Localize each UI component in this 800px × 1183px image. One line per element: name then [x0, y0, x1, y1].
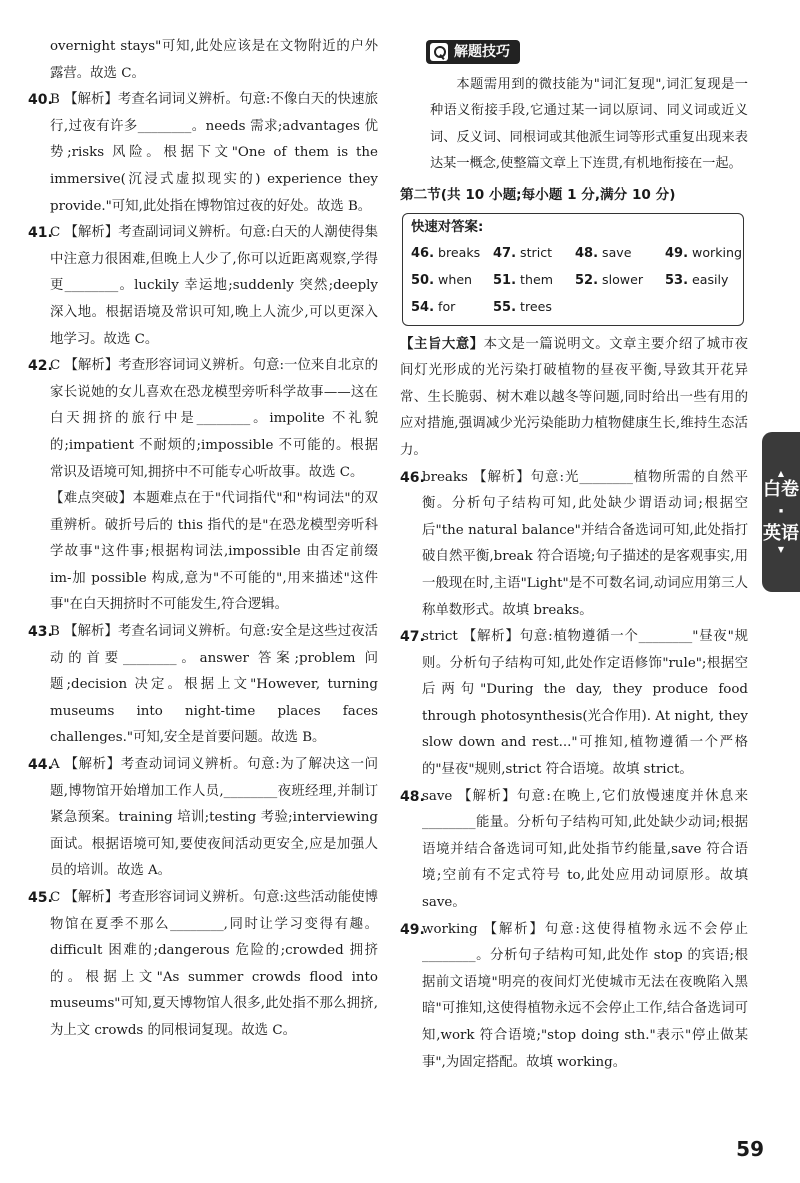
main-idea-label: 【主旨大意】 [400, 336, 484, 352]
tips-text: 本题需用到的微技能为"词汇复现",词汇复现是一种语义衔接手段,它通过某一词以原词、同义词或近义词、反义词、同根词或其他派生词等形式重复出现来表达某一概念,使整篇文章上下连贯,有机地衔接在一起。 [430, 76, 748, 172]
item-text: working 【解析】句意:这使得植物永远不会停止________。分析句子结构可知,此处作 stop 的宾语;根据前文语境"明亮的夜间灯光使城市无法在夜晚陷入黑暗"可推知,这使得植物永远不会停止工作,结合备选词可知,work 符合语境;"stop doing sth."表示"停止做某事",为固定搭配。故填 working。 [422, 921, 748, 1070]
answer-item [28, 752, 378, 885]
answer-item [28, 353, 378, 486]
answer-item [28, 220, 378, 353]
quick-answer [493, 294, 575, 321]
item-number: 41. [28, 225, 53, 242]
left-column [28, 34, 378, 1045]
quick-answer [493, 267, 575, 294]
quick-answer-word: save [602, 244, 632, 260]
quick-answer-word: breaks [438, 244, 481, 260]
answer-item [400, 465, 748, 625]
down-arrow-icon: ▼ [777, 545, 785, 554]
side-tab [762, 432, 800, 592]
quick-answer [411, 294, 493, 321]
side-tab-line1: 白卷 [763, 479, 799, 500]
quick-answer-number: 47. [493, 245, 517, 261]
answer-item [28, 619, 378, 752]
item-number: 42. [28, 358, 53, 375]
quick-answer-word: them [520, 271, 553, 287]
quick-answer [665, 240, 755, 267]
item-number: 43. [28, 624, 53, 641]
answer-item [400, 917, 748, 1077]
quick-answer-number: 46. [411, 245, 435, 261]
up-arrow-icon: ▲ [777, 469, 785, 478]
item-text: C 【解析】考查形容词词义辨析。句意:这些活动能使博物馆在夏季不那么________,同时让学习变得有趣。difficult 困难的;dangerous 危险的;crowded 拥挤的。根据上文"As summer crowds flood into museums"可知,夏天博物馆人很多,此处指不那么拥挤,为上文 crowds 的同根词复现。故选 C。 [50, 890, 378, 1038]
quick-answer [665, 267, 755, 294]
main-idea [400, 332, 748, 465]
quick-answer [575, 267, 665, 294]
quick-answer-word: for [438, 298, 456, 314]
quick-answer-word: trees [520, 298, 552, 314]
page-number: 59 [736, 1137, 764, 1161]
item-text: B 【解析】考查名词词义辨析。句意:安全是这些过夜活动的首要________。answer 答案;problem 问题;decision 决定。根据上文"However, turning museums into night-time places faces challenges."可知,安全是首要问题。故选 B。 [50, 624, 378, 746]
side-tab-line3: 英语 [763, 523, 799, 544]
item-text: A 【解析】考查动词词义辨析。句意:为了解决这一问题,博物馆开始增加工作人员,________夜班经理,并制订紧急预案。training 培训;testing 考验;interviewing 面试。根据语境可知,要使夜间活动更安全,应是加强人员的培训。故选 A。 [50, 757, 378, 879]
item-number: 45. [28, 890, 53, 906]
answer-item [400, 624, 748, 784]
item-number: 40. [28, 92, 53, 109]
item-text: breaks 【解析】句意:光________植物所需的自然平衡。分析句子结构可知,此处缺少谓语动词;根据空后"the natural balance"并结合备选词可知,此处指打破自然平衡,break 符合语境;句子描述的是客观事实,用一般现在时,主语"Light"是不可数名词,动词应用第三人称单数形式。故填 breaks。 [422, 469, 748, 618]
item-number: 46. [400, 469, 425, 486]
quick-answer-number: 50. [411, 272, 435, 288]
section-title: 第二节(共 10 小题;每小题 1 分,满分 10 分) [400, 186, 676, 203]
quick-answer-word: strict [520, 244, 553, 260]
item-number: 44. [28, 757, 53, 774]
magnifier-icon [430, 43, 448, 61]
main-idea-text: 本文是一篇说明文。文章主要介绍了城市夜间灯光形成的光污染打破植物的昼夜平衡,导致其开花异常、生长脆弱、树木难以越冬等问题,同时给出一些有用的应对措施,强调减少光污染能助力植物健康生长,维持生态活力。 [400, 336, 749, 458]
item-text: save 【解析】句意:在晚上,它们放慢速度并休息来________能量。分析句子结构可知,此处缺少动词;根据语境并结合备选词可知,此处指节约能量,save 符合语境;空前有不定式符号 to,此处应用动词原形。故填 save。 [422, 788, 748, 911]
item-number: 49. [400, 921, 425, 938]
item-text: strict 【解析】句意:植物遵循一个________"昼夜"规则。分析句子结构可知,此处作定语修饰"rule";根据空后两句"During the day, they produce food through photosynthesis(光合作用). At night, they slow down and rest..."可推知,植物遵循一个严格的"昼夜"规则,strict 符合语境。故填 strict。 [422, 629, 748, 778]
answer-item [28, 885, 378, 1045]
quick-answer [575, 240, 665, 267]
tips-heading [426, 40, 520, 64]
quick-answer-number: 55. [493, 299, 517, 315]
quick-answer-number: 54. [411, 299, 435, 315]
intro-text: overnight stays"可知,此处应该是在文物附近的户外露营。故选 C。 [50, 39, 378, 81]
item-text: C 【解析】考查副词词义辨析。句意:白天的人潮使得集中注意力很困难,但晚上人少了,你可以近距离观察,学得更________。luckily 幸运地;suddenly 突然;deeply 深入地。根据语境及常识可知,晚上人流少,可以更深入地学习。故选 C。 [50, 225, 378, 347]
difficulty-note: 【难点突破】本题难点在于"代词指代"和"构词法"的双重辨析。破折号后的 this 指代的是"在恐龙模型旁听科学故事"这件事;根据构词法,impossible 由否定前缀 im-加 possible 构成,意为"不可能的",用来描述"这件事"在白天拥挤时不可能发生,符合逻辑。 [50, 491, 378, 613]
quick-answer-number: 49. [665, 245, 689, 261]
quick-answer [411, 267, 493, 294]
quick-answer-word: slower [602, 271, 644, 287]
quick-answer-number: 53. [665, 272, 689, 288]
item-number: 48. [400, 788, 425, 805]
quick-answer-number: 52. [575, 272, 599, 288]
side-tab-dot: · [777, 501, 785, 522]
quick-answers-title: 快速对答案: [411, 219, 484, 235]
answer-item [400, 784, 748, 917]
item-text: C 【解析】考查形容词词义辨析。句意:一位来自北京的家长说她的女儿喜欢在恐龙模型旁听科学故事——这在白天拥挤的旅行中是________。impolite 不礼貌的;impatient 不耐烦的;impossible 不可能的。根据常识及语境可知,拥挤中不可能专心听故事。故选 C。 [50, 358, 378, 480]
item-number: 47. [400, 629, 425, 646]
right-column [400, 34, 748, 1076]
quick-answer [493, 240, 575, 267]
quick-answer-number: 48. [575, 245, 599, 261]
quick-answer-word: working [692, 244, 742, 260]
answer-item [28, 87, 378, 220]
quick-answer-word: easily [692, 271, 729, 287]
quick-answer [411, 240, 493, 267]
quick-answers-grid [411, 240, 742, 321]
item-text: B 【解析】考查名词词义辨析。句意:不像白天的快速旅行,过夜有许多________。needs 需求;advantages 优势;risks 风险。根据下文"One of them is the immersive(沉浸式虚拟现实的) experience they provide."可知,此处指在博物馆过夜的好处。故选 B。 [50, 92, 378, 214]
quick-answers-box [402, 213, 744, 326]
quick-answer-word: when [438, 271, 473, 287]
tips-title: 解题技巧 [454, 44, 510, 60]
quick-answer-number: 51. [493, 272, 517, 288]
